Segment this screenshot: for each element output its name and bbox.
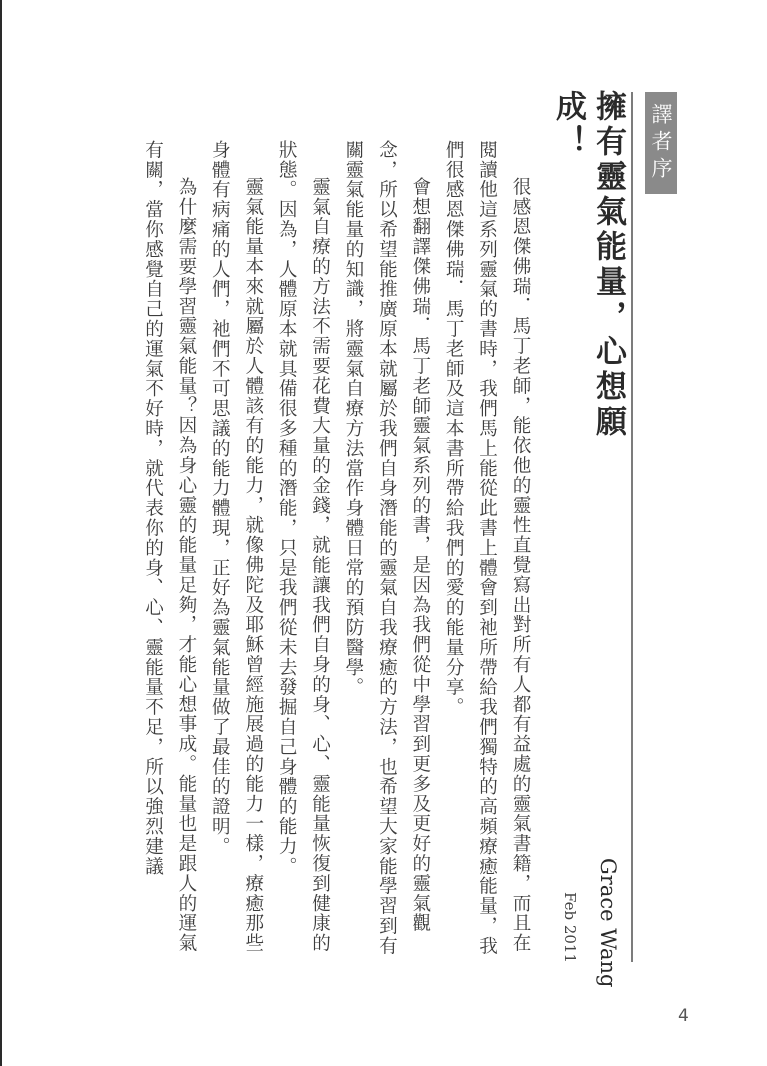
paragraph-3: 靈氣自療的方法不需要花費大量的金錢，就能讓我們自身的身、心、靈能量恢復到健康的狀態。因為，人體原本就具備很多種的潛能，只是我們從未去發掘自己身體的能力。 (276, 140, 331, 954)
page-title: 擁有靈氣能量，心想願成！ (550, 90, 626, 440)
paragraph-4: 靈氣能量本來就屬於人體該有的能力，就像佛陀及耶穌曾經施展過的能力一樣，療癒那些身體有病痛的人們，祂們不可思議的能力體現，正好為靈氣能量做了最佳的證明。 (209, 140, 264, 954)
author-date: Feb 2011 (561, 892, 579, 964)
page-number: 4 (678, 1006, 689, 1026)
author-name: Grace Wang (596, 858, 620, 988)
header-divider (631, 92, 633, 962)
body-text (117, 140, 537, 970)
section-label: 譯者序 (645, 92, 677, 194)
left-border-rule (0, 0, 2, 1066)
paragraph-5: 為什麼需要學習靈氣能量？因為身心靈的能量足夠，才能心想事成。能量也是跟人的運氣有關，當你感覺自己的運氣不好時，就代表你的身、心、靈能量不足，所以強烈建議 (142, 140, 197, 954)
paragraph-2: 會想翻譯傑佛瑞．馬丁老師靈氣系列的書，是因為我們從中學習到更多及更好的靈氣觀念，所以希望能推廣原本就屬於我們自身潛能的靈氣自我療癒的方法，也希望大家能學習到有關靈氣能量的知識，將靈氣自療方法當作身體日常的預防醫學。 (342, 140, 431, 956)
paragraph-1: 很感恩傑佛瑞．馬丁老師，能依他的靈性直覺寫出對所有人都有益處的靈氣書籍，而且在閱讀他這系列靈氣的書時，我們馬上能從此書上體會到祂所帶給我們獨特的高頻療癒能量，我們很感恩傑佛瑞．馬丁老師及這本書所帶給我們的愛的能量分享。 (443, 140, 531, 956)
